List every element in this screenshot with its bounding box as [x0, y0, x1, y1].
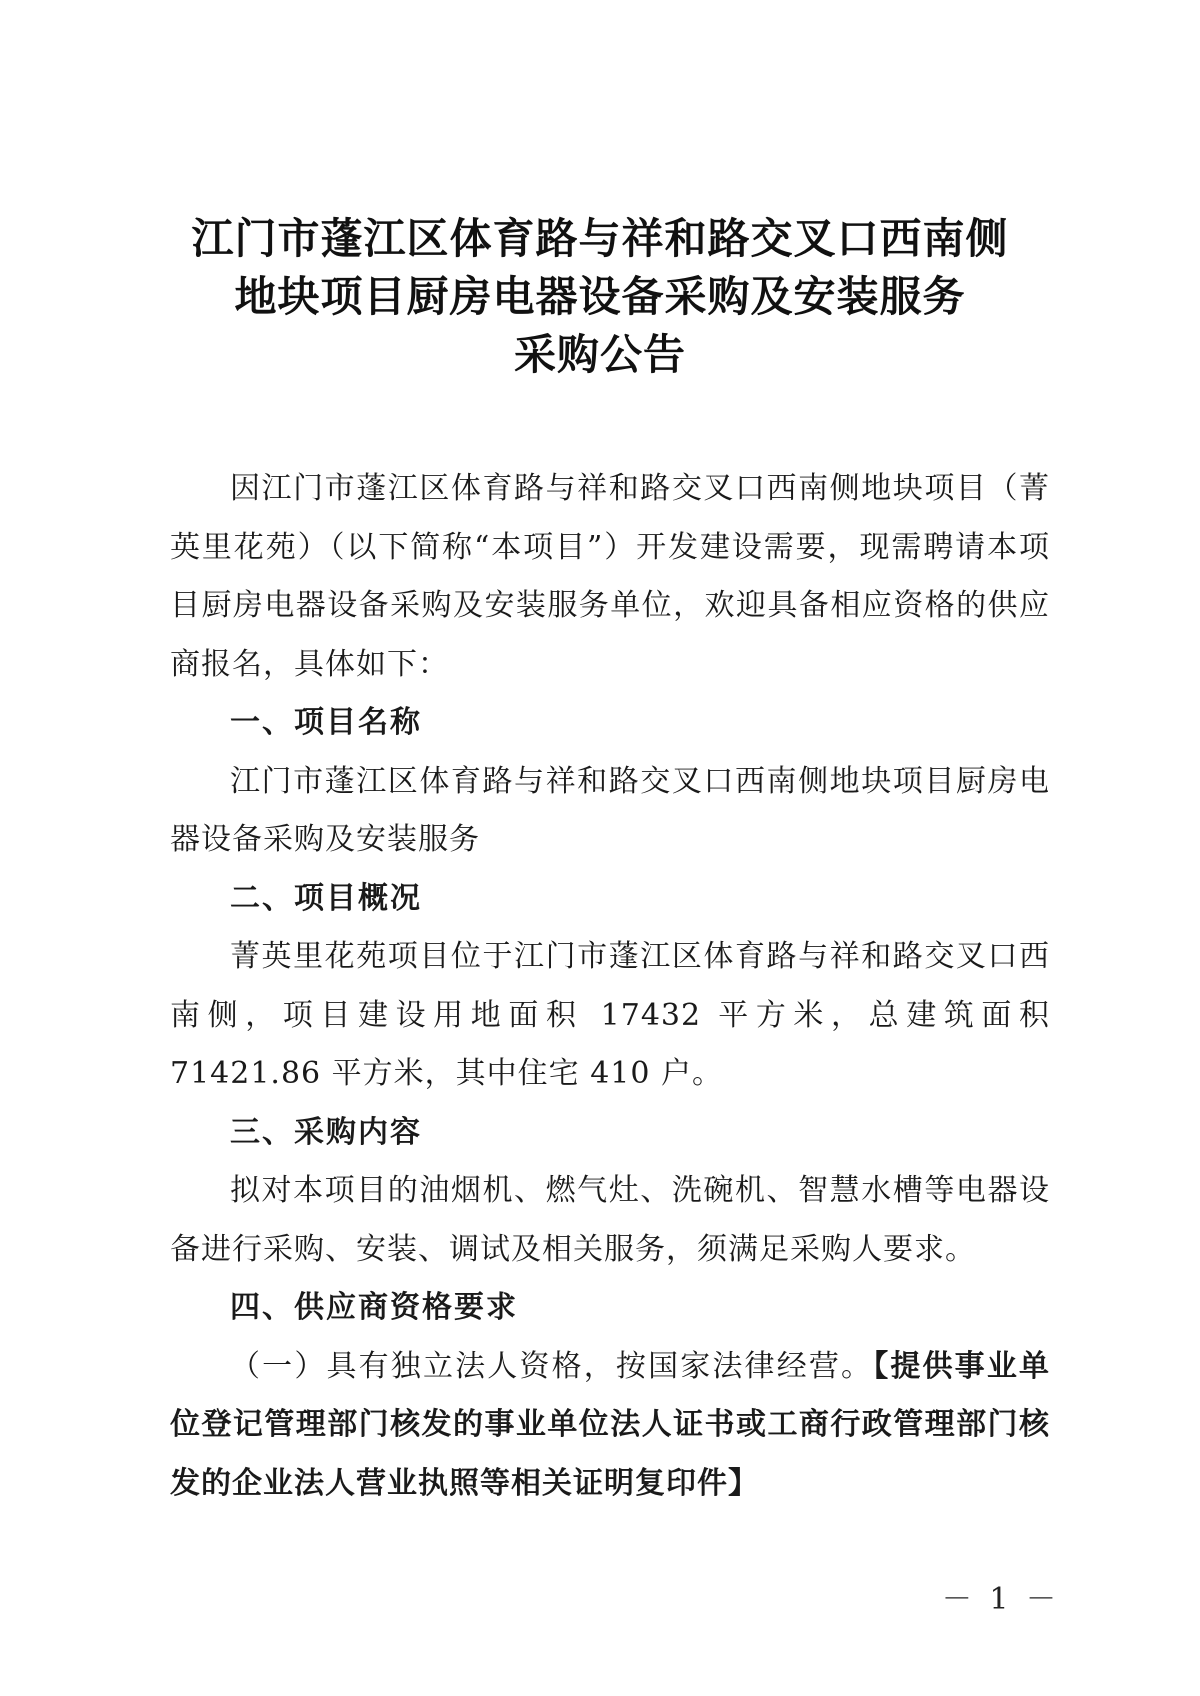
page-number: － 1 － — [941, 1582, 1060, 1617]
section-text-project-name: 江门市蓬江区体育路与祥和路交叉口西南侧地块项目厨房电器设备采购及安装服务 — [170, 763, 1050, 857]
title-line-1: 江门市蓬江区体育路与祥和路交叉口西南侧 — [191, 214, 1009, 263]
title-line-3: 采购公告 — [513, 330, 686, 379]
section-heading-project-name: 一、项目名称 — [230, 705, 422, 740]
section-heading-supplier-qualification: 四、供应商资格要求 — [230, 1290, 518, 1325]
section-heading-project-overview: 二、项目概况 — [230, 880, 422, 916]
section-text-project-overview: 菁英里花苑项目位于江门市蓬江区体育路与祥和路交叉口西南侧，项目建设用地面积 17432 平方米，总建筑面积 71421.86 平方米，其中住宅 410 户。 — [170, 939, 1050, 1091]
intro-paragraph: 因江门市蓬江区体育路与祥和路交叉口西南侧地块项目（菁英里花苑）（以下简称“本项目”）开发建设需要，现需聘请本项目厨房电器设备采购及安装服务单位，欢迎具备相应资格的供应商报名，具体如下： — [170, 471, 1050, 682]
document-title — [150, 210, 1050, 384]
title-line-2: 地块项目厨房电器设备采购及安装服务 — [234, 272, 966, 321]
document-body — [170, 460, 1050, 1513]
qualification-item-1-requirement: 【提供事业单位登记管理部门核发的事业单位法人证书或工商行政管理部门核发的企业法人营业执照等相关证明复印件】 — [170, 1348, 1051, 1501]
qualification-item-1 — [170, 1338, 1050, 1514]
qualification-item-1-text: （一）具有独立法人资格，按国家法律经营。 — [230, 1348, 874, 1384]
section-text-procurement-content: 拟对本项目的油烟机、燃气灶、洗碗机、智慧水槽等电器设备进行采购、安装、调试及相关服务，须满足采购人要求。 — [170, 1173, 1050, 1267]
section-heading-procurement-content: 三、采购内容 — [230, 1114, 422, 1150]
